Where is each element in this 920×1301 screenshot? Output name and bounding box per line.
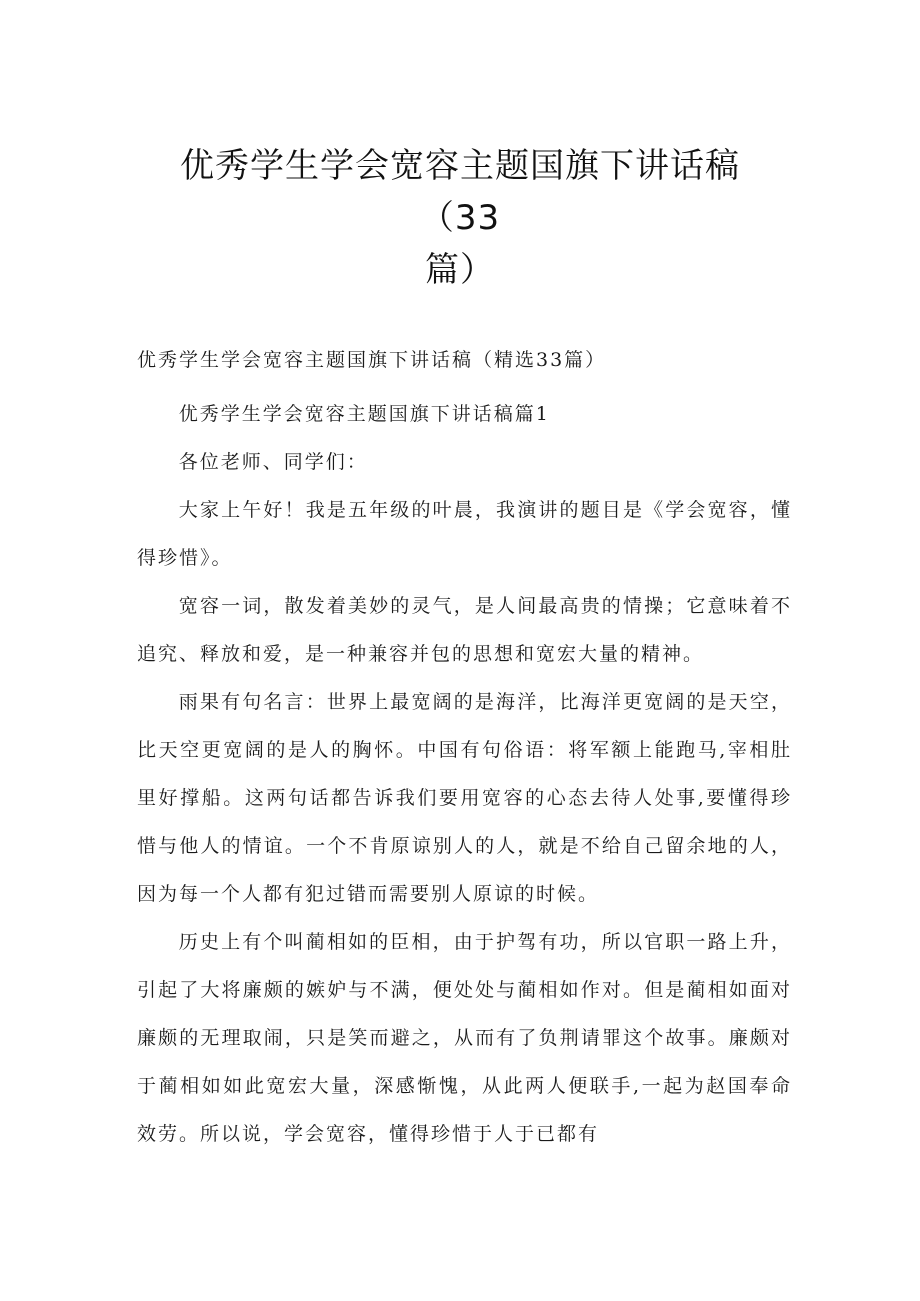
document-body xyxy=(137,390,792,1158)
document-subtitle: 优秀学生学会宽容主题国旗下讲话稿（精选33篇） xyxy=(137,349,607,371)
paragraph-definition: 宽容一词，散发着美妙的灵气，是人间最高贵的情操；它意味着不追究、释放和爱，是一种兼容并包的思想和宽宏大量的精神。 xyxy=(137,595,792,665)
paragraph-intro: 大家上午好！我是五年级的叶晨，我演讲的题目是《学会宽容，懂得珍惜》。 xyxy=(137,499,792,569)
document-title xyxy=(150,140,770,296)
paragraph-quotes: 雨果有句名言：世界上最宽阔的是海洋，比海洋更宽阔的是天空，比天空更宽阔的是人的胸怀。中国有句俗语：将军额上能跑马,宰相肚里好撑船。这两句话都告诉我们要用宽容的心态去待人处事,要懂得珍惜与他人的情谊。一个不肯原谅别人的人，就是不给自己留余地的人，因为每一个人都有犯过错而需要别人原谅的时候。 xyxy=(137,691,792,905)
title-line-1: 优秀学生学会宽容主题国旗下讲话稿（33 xyxy=(180,146,740,238)
paragraph-history: 历史上有个叫蔺相如的臣相，由于护驾有功，所以官职一路上升，引起了大将廉颇的嫉妒与不满，便处处与蔺相如作对。但是蔺相如面对廉颇的无理取闹，只是笑而避之，从而有了负荆请罪这个故事。廉颇对于蔺相如如此宽宏大量，深感惭愧，从此两人便联手,一起为赵国奉命效劳。所以说，学会宽容，懂得珍惜于人于已都有 xyxy=(137,931,792,1145)
paragraph-greeting: 各位老师、同学们： xyxy=(178,451,368,473)
paragraph-section-heading: 优秀学生学会宽容主题国旗下讲话稿篇1 xyxy=(178,403,550,425)
title-line-2: 篇） xyxy=(425,250,495,290)
